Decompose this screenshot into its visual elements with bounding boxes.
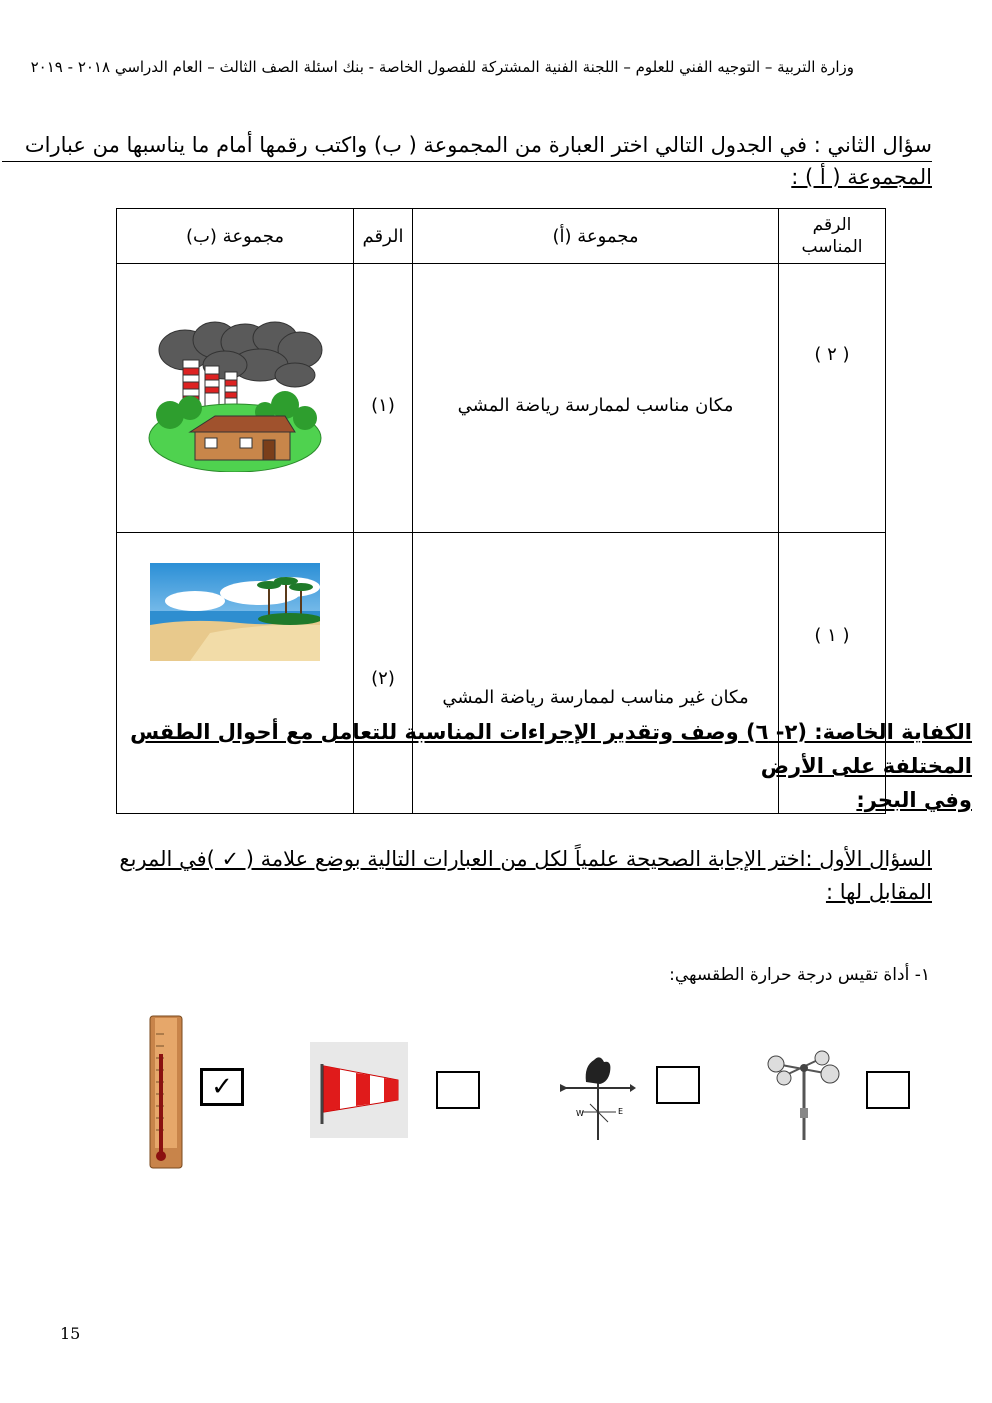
question-2-title-cont-text: المجموعة ( أ ) :: [791, 165, 932, 189]
factory-smoke-house-image: [145, 320, 325, 472]
header-number: الرقم: [354, 209, 413, 264]
windsock-image: [310, 1042, 408, 1138]
row1-number: (١): [354, 264, 413, 533]
question-1-title: [112, 843, 932, 909]
question-item-1: ١- أداة تقيس درجة حرارة الطقسهي:: [669, 965, 930, 985]
question-2-title: سؤال الثاني : في الجدول التالي اختر العبارة من المجموعة ( ب) واكتب رقمها أمام ما يناسبها من عبارات: [2, 129, 932, 162]
thermometer-checkbox[interactable]: ✓: [200, 1068, 244, 1106]
competency-line-1: الكفاية الخاصة: (٢- ٦) وصف وتقدير الإجراءات المناسبة للتعامل مع أحوال الطقس المختلفة على الأرض: [130, 720, 972, 778]
row1-group-a: مكان مناسب لممارسة رياضة المشي: [413, 264, 779, 533]
anemometer-checkbox[interactable]: [866, 1071, 910, 1109]
row1-image-cell: [117, 264, 354, 533]
row2-number: (٢): [354, 533, 413, 814]
weather-vane-image: [556, 1050, 638, 1142]
page-header: وزارة التربية – التوجيه الفني للعلوم – اللجنة الفنية المشتركة للفصول الخاصة - بنك اسئلة الصف الثالث – العام الدراسي ٢٠١٨ - ٢٠١٩: [30, 58, 854, 76]
question-1-line-2: المقابل لها :: [825, 880, 932, 904]
beach-palm-trees-image: [150, 563, 320, 661]
windsock-checkbox[interactable]: [436, 1071, 480, 1109]
page-number: 15: [60, 1324, 81, 1343]
header-group-b: مجموعة (ب): [117, 209, 354, 264]
competency-line-2: وفي البحر:: [856, 788, 972, 812]
thermometer-image: [148, 1014, 184, 1170]
question-2-title-cont: [632, 162, 932, 192]
svg-text:E: E: [618, 1107, 624, 1116]
weather-vane-checkbox[interactable]: [656, 1066, 700, 1104]
header-answer-number: الرقم المناسب: [779, 209, 886, 264]
header-group-a: مجموعة (أ): [413, 209, 779, 264]
competency-heading: [72, 715, 972, 817]
question-1-line-1: السؤال الأول :اختر الإجابة الصحيحة علمياً لكل من العبارات التالية بوضع علامة ( ✓ )في المربع: [119, 847, 932, 871]
row2-answer[interactable]: ( ١ ): [779, 533, 886, 814]
svg-text:W: W: [576, 1109, 584, 1118]
row2-group-a: مكان غير مناسب لممارسة رياضة المشي: [413, 533, 779, 814]
row1-answer[interactable]: ( ٢ ): [779, 264, 886, 533]
anemometer-image: [764, 1048, 844, 1142]
